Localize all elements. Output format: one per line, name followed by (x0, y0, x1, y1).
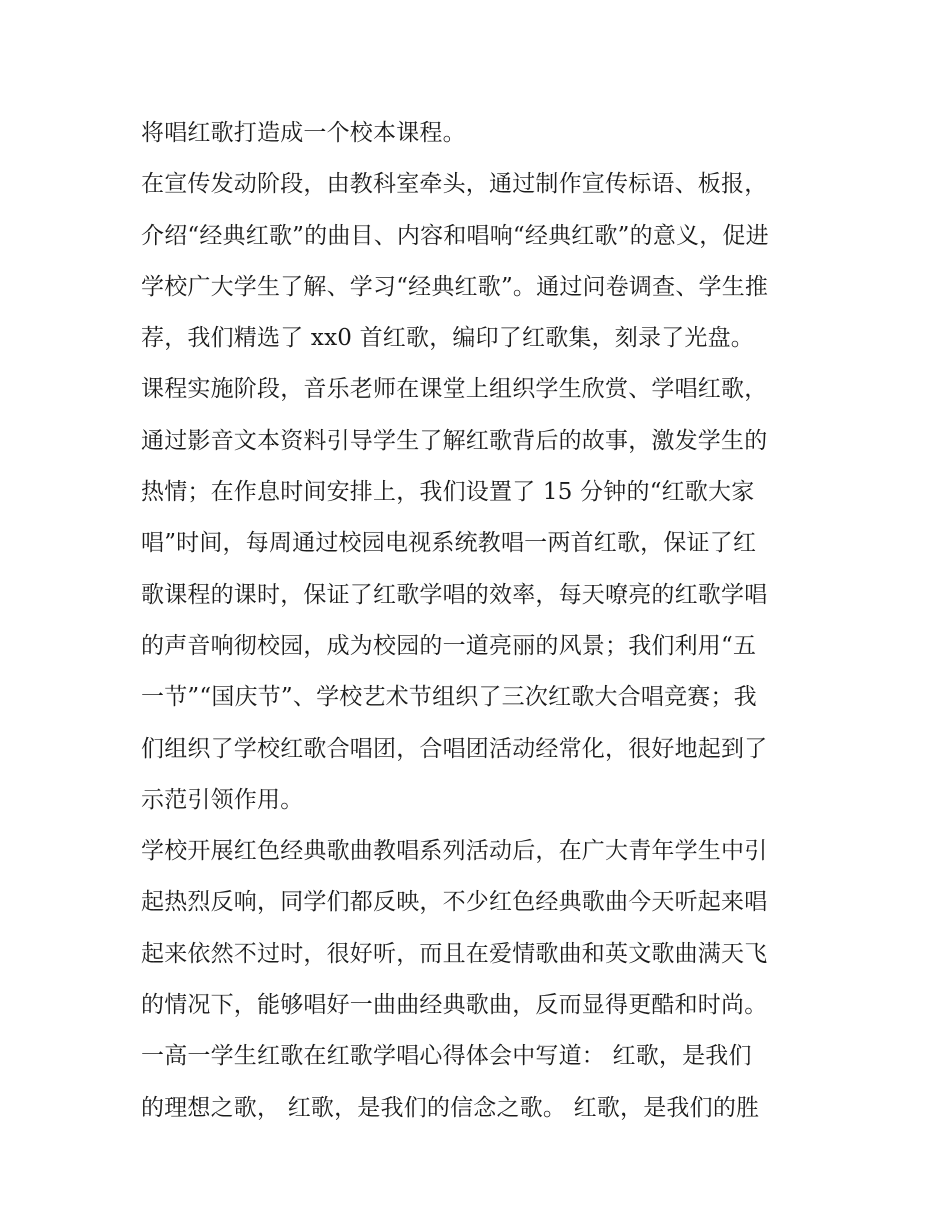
text-line: 起热烈反响，同学们都反映，不少红色经典歌曲今天听起来唱 (141, 889, 768, 916)
text-line: 一节”“国庆节”、学校艺术节组织了三次红歌大合唱竞赛；我 (141, 684, 757, 711)
text-line: 歌课程的课时，保证了红歌学唱的效率，每天嘹亮的红歌学唱 (141, 581, 768, 608)
text-line: 唱”时间，每周通过校园电视系统教唱一两首红歌，保证了红 (141, 530, 757, 557)
text-line: 的情况下，能够唱好一曲曲经典歌曲，反而显得更酷和时尚。 (141, 992, 768, 1019)
text-line: 的理想之歌， 红歌，是我们的信念之歌。 红歌，是我们的胜 (141, 1094, 760, 1121)
text-line: 们组织了学校红歌合唱团，合唱团活动经常化，很好地起到了 (141, 735, 768, 762)
text-line: 荐，我们精选了 xx0 首红歌，编印了红歌集，刻录了光盘。 (141, 325, 754, 352)
text-line: 一高一学生红歌在红歌学唱心得体会中写道： 红歌，是我们 (141, 1043, 752, 1070)
text-line: 学校广大学生了解、学习“经典红歌”。通过问卷调查、学生推 (141, 273, 769, 300)
text-line: 热情；在作息时间安排上，我们设置了 15 分钟的“红歌大家 (141, 479, 755, 506)
text-line: 起来依然不过时，很好听，而且在爱情歌曲和英文歌曲满天飞 (141, 940, 768, 967)
text-line: 课程实施阶段，音乐老师在课堂上组织学生欣赏、学唱红歌， (141, 376, 768, 403)
text-line: 通过影音文本资料引导学生了解红歌背后的故事，激发学生的 (141, 427, 768, 454)
text-line: 介绍“经典红歌”的曲目、内容和唱响“经典红歌”的意义，促进 (141, 222, 769, 249)
document-body (141, 108, 816, 1134)
text-line: 示范引领作用。 (141, 786, 304, 813)
text-line: 的声音响彻校园，成为校园的一道亮丽的风景；我们利用“五 (141, 632, 757, 659)
text-line: 将唱红歌打造成一个校本课程。 (141, 120, 466, 146)
text-line: 学校开展红色经典歌曲教唱系列活动后，在广大青年学生中引 (141, 838, 768, 865)
text-line: 在宣传发动阶段，由教科室牵头，通过制作宣传标语、板报， (141, 171, 768, 198)
